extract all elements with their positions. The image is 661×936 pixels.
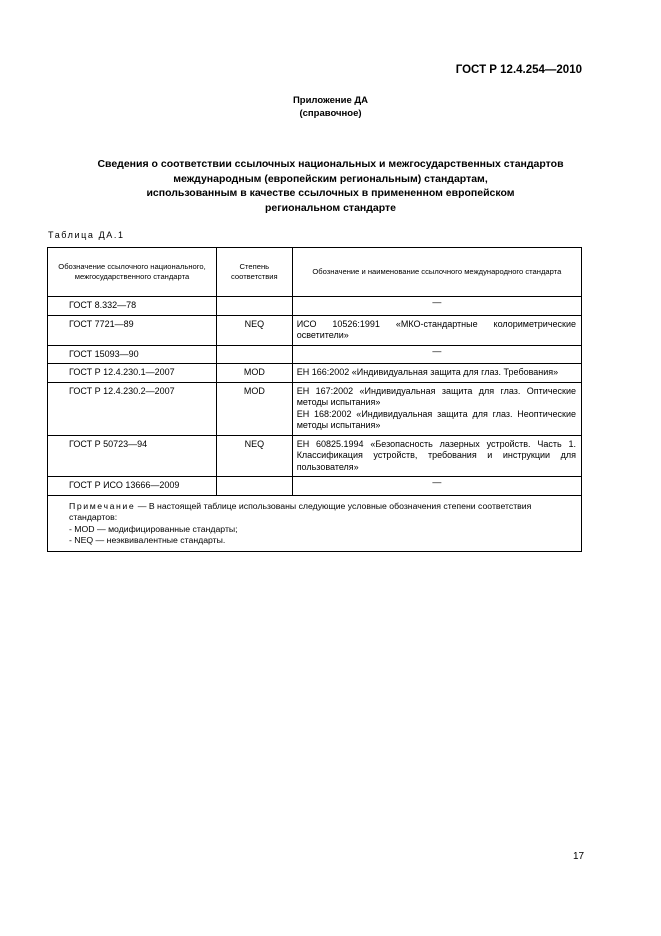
table-row (48, 435, 582, 477)
degree-cell: NEQ (217, 315, 293, 345)
heading-line: региональном стандарте (264, 201, 397, 214)
table-caption: Таблица ДА.1 (48, 230, 125, 240)
reference-cell: ЕН 60825.1994 «Безопасность лазерных устройств. Часть 1. Классификация устройств, требования и инструкции для пользователя» (292, 435, 581, 477)
degree-cell (217, 297, 293, 316)
degree-cell (217, 477, 293, 496)
degree-cell: NEQ (217, 435, 293, 477)
standard-cell: ГОСТ Р 12.4.230.2—2007 (48, 382, 217, 435)
correspondence-table (47, 247, 582, 552)
note-item: - MOD — модифицированные стандарты; (69, 523, 238, 534)
table-header-row (48, 248, 582, 297)
reference-cell: — (292, 297, 581, 316)
reference-cell: ЕН 166:2002 «Индивидуальная защита для глаз. Требования» (292, 364, 581, 383)
appendix-subtitle: (справочное) (299, 108, 362, 119)
standard-cell: ГОСТ 15093—90 (48, 345, 217, 364)
reference-cell: — (292, 477, 581, 496)
table-row (48, 315, 582, 345)
heading-line: международным (европейским региональным) стандартам, (173, 172, 488, 185)
note-text: — В настоящей таблице использованы следующие условные обозначения степени соответствия стандартов: (69, 500, 532, 522)
note-paragraph (57, 501, 577, 524)
table-row (48, 345, 582, 364)
document-code: ГОСТ Р 12.4.254—2010 (455, 64, 582, 76)
note-label: Примечание (69, 500, 136, 511)
table-row (48, 364, 582, 383)
table-note-row (48, 495, 582, 551)
table-row (48, 477, 582, 496)
standard-cell: ГОСТ 8.332—78 (48, 297, 217, 316)
column-header: Обозначение ссылочного национального, межгосударственного стандарта (48, 248, 217, 297)
reference-cell (292, 382, 581, 435)
reference-text: ЕН 168:2002 «Индивидуальная защита для глаз. Неоптические методы испытания» (296, 408, 576, 430)
column-header: Обозначение и наименование ссылочного международного стандарта (292, 248, 581, 297)
table-row (48, 382, 582, 435)
column-header: Степень соответствия (217, 248, 293, 297)
heading-line: использованным в качестве ссылочных в примененном европейском (146, 187, 515, 199)
table-note (48, 495, 582, 551)
standard-cell: ГОСТ Р 12.4.230.1—2007 (48, 364, 217, 383)
reference-cell: — (292, 345, 581, 364)
reference-cell: ИСО 10526:1991 «МКО-стандартные колориметрические осветители» (292, 315, 581, 345)
standard-cell: ГОСТ 7721—89 (48, 315, 217, 345)
page-number: 17 (573, 851, 585, 862)
note-item: - NEQ — неэквивалентные стандарты. (69, 535, 226, 545)
standard-cell: ГОСТ Р ИСО 13666—2009 (48, 477, 217, 496)
heading-line: Сведения о соответствии ссылочных национальных и межгосударственных стандартов (97, 158, 564, 170)
reference-text: ЕН 167:2002 «Индивидуальная защита для глаз. Оптические методы испытания» (296, 385, 576, 407)
section-heading (40, 157, 621, 215)
degree-cell (217, 345, 293, 364)
degree-cell: MOD (217, 382, 293, 435)
standard-cell: ГОСТ Р 50723—94 (48, 435, 217, 477)
appendix-title: Приложение ДА (292, 95, 369, 106)
table-row (48, 297, 582, 316)
degree-cell: MOD (217, 364, 293, 383)
